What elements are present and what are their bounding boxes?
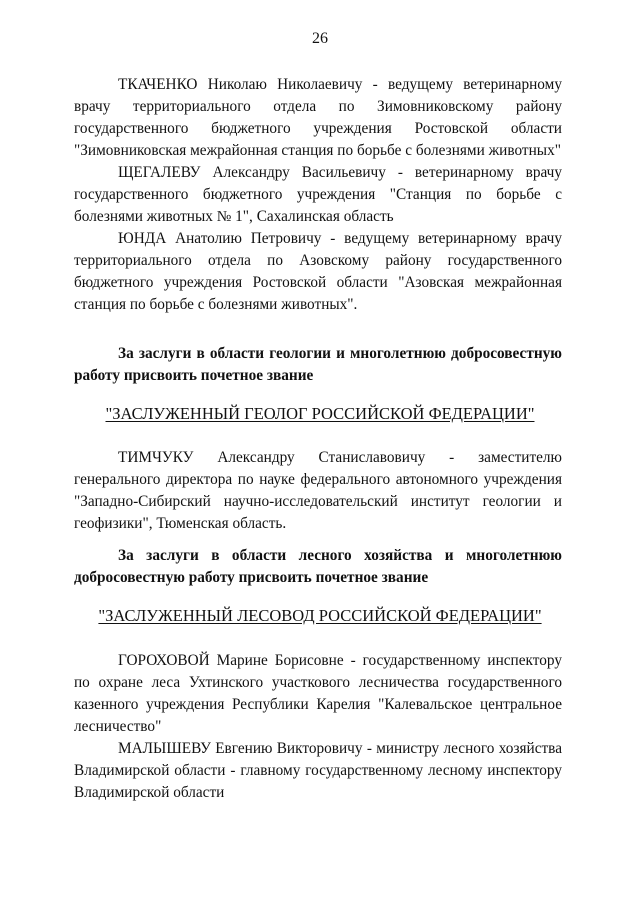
awardee-paragraph: ТИМЧУКУ Александру Станиславовичу - заместителю генерального директора по науке федерального автономного учреждения "Западно-Сибирский научно-исследовательский институт геологии и геофизики", Тюменская область.: [74, 449, 562, 532]
awardee-paragraph: ГОРОХОВОЙ Марине Борисовне - государственному инспектору по охране леса Ухтинского участкового лесничества государственного казенного учреждения Республики Карелия "Калевальское центральное лесничество": [74, 652, 562, 735]
award-title: "ЗАСЛУЖЕННЫЙ ЛЕСОВОД РОССИЙСКОЙ ФЕДЕРАЦИИ": [98, 606, 542, 625]
section-geology-heading-block: [74, 343, 562, 387]
section-forestry-heading-block: [74, 545, 562, 589]
section-geology-awardees: [74, 447, 562, 535]
awardee-paragraph: МАЛЫШЕВУ Евгению Викторовичу - министру лесного хозяйства Владимирской области - главному государственному лесному инспектору Владимирской области: [74, 740, 562, 801]
section-forestry-awardees: [74, 650, 562, 804]
page-number: 26: [312, 30, 328, 47]
award-heading: За заслуги в области лесного хозяйства и многолетнюю добросовестную работу присвоить почетное звание: [74, 547, 562, 586]
award-title: "ЗАСЛУЖЕННЫЙ ГЕОЛОГ РОССИЙСКОЙ ФЕДЕРАЦИИ": [105, 404, 535, 423]
awardee-paragraph: ЮНДА Анатолию Петровичу - ведущему ветеринарному врачу территориального отдела по Азовскому району государственного бюджетного учреждения Ростовской области "Азовская межрайонная станция по борьбе с болезнями животных".: [74, 230, 562, 313]
section-veterinary-awardees: [74, 74, 562, 316]
awardee-paragraph: ТКАЧЕНКО Николаю Николаевичу - ведущему ветеринарному врачу территориального отдела по Зимовниковскому району государственного бюджетного учреждения Ростовской области "Зимовниковская межрайонная станция по борьбе с болезнями животных": [74, 76, 562, 159]
awardee-paragraph: ЩЕГАЛЕВУ Александру Васильевичу - ветеринарному врачу государственного бюджетного учреждения "Станция по борьбе с болезнями животных № 1", Сахалинская область: [74, 164, 562, 225]
award-heading: За заслуги в области геологии и многолетнюю добросовестную работу присвоить почетное звание: [74, 345, 562, 384]
